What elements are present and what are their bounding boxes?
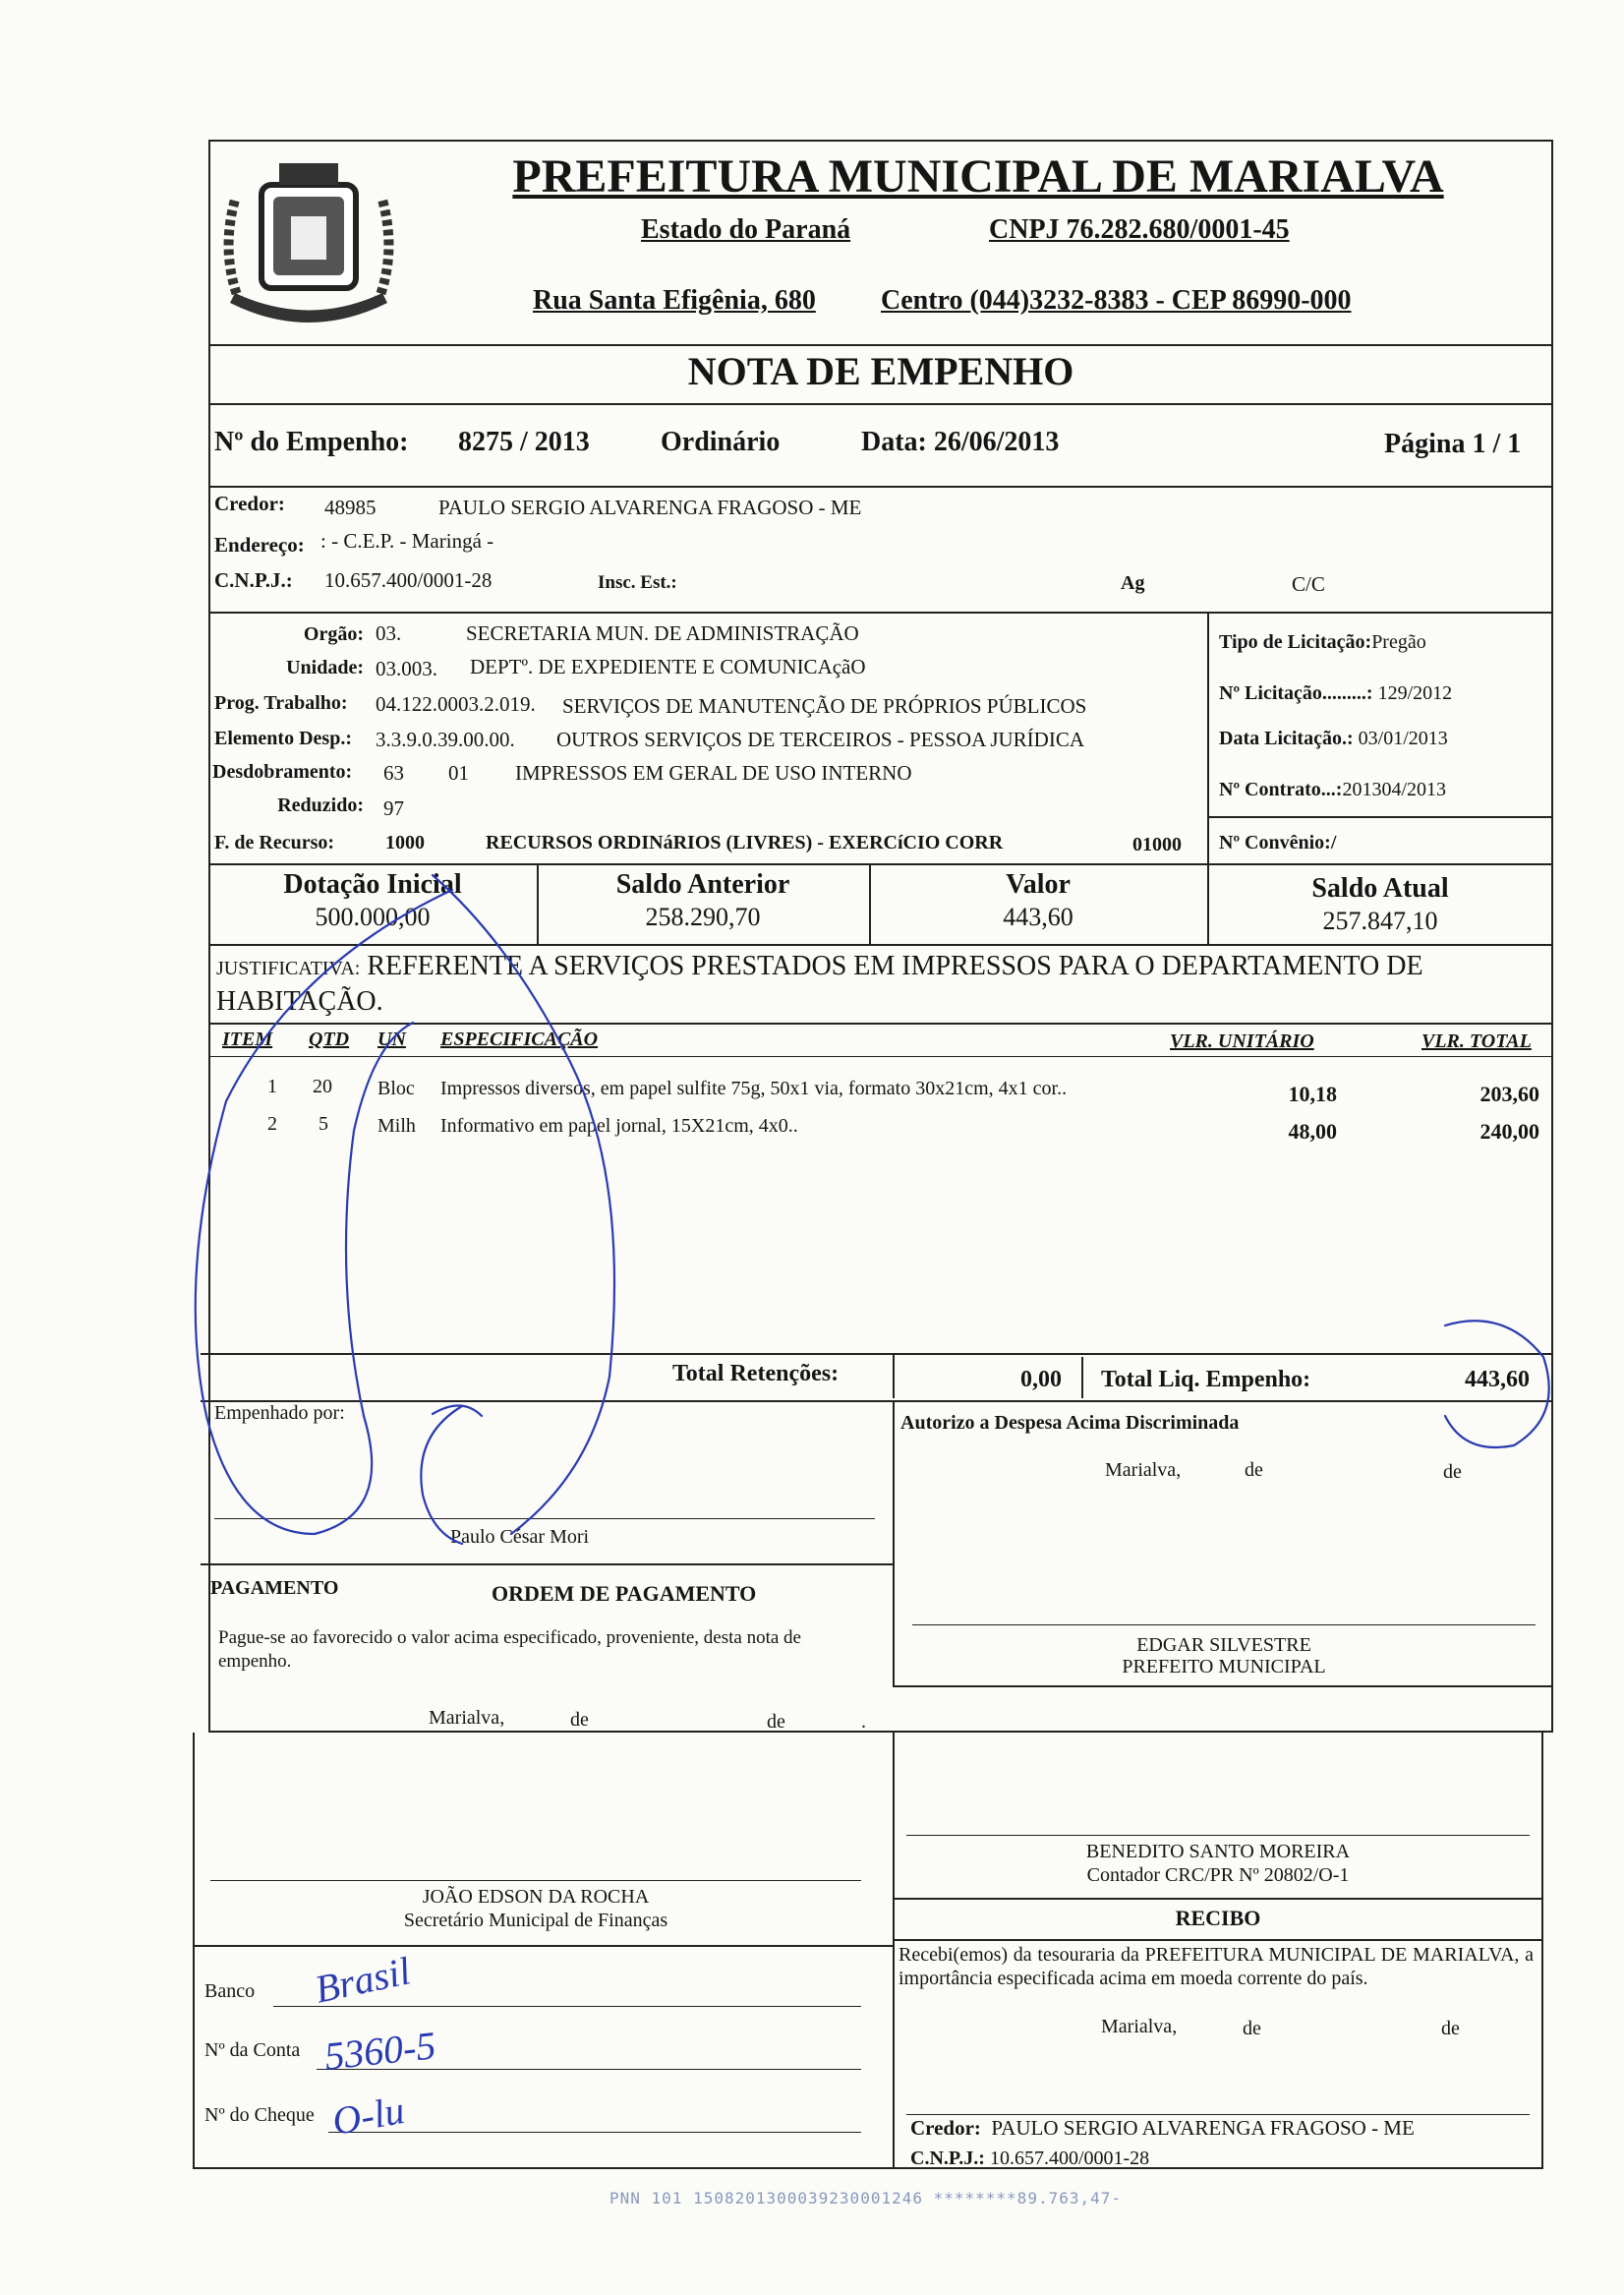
divider bbox=[208, 403, 1553, 405]
banco-line bbox=[273, 2006, 861, 2007]
divider bbox=[208, 612, 1553, 614]
orgao-code: 03. bbox=[376, 621, 402, 645]
row-1-total: 203,60 bbox=[1479, 1082, 1539, 1106]
cheque-handwriting: O-lu bbox=[328, 2087, 408, 2145]
justificativa-line-1: REFERENTE A SERVIÇOS PRESTADOS EM IMPRESSOS PARA O DEPARTAMENTO DE bbox=[367, 951, 1423, 981]
row-2-un: Milh bbox=[377, 1115, 416, 1137]
signature-line bbox=[210, 1880, 861, 1881]
prog-label: Prog. Trabalho: bbox=[214, 692, 348, 714]
recibo-title: RECIBO bbox=[1175, 1906, 1261, 1930]
contador-name: BENEDITO SANTO MOREIRA bbox=[1085, 1841, 1351, 1862]
num-licitacao: Nº Licitação.........: 129/2012 bbox=[1219, 682, 1453, 704]
justificativa-line-2: HABITAÇÃO. bbox=[216, 986, 383, 1017]
ag-label: Ag bbox=[1121, 572, 1145, 594]
cheque-label: Nº do Cheque bbox=[204, 2104, 315, 2126]
divider bbox=[893, 1733, 895, 2169]
recurso-code-2: 01000 bbox=[1132, 834, 1182, 855]
secretario-role: Secretário Municipal de Finanças bbox=[403, 1910, 668, 1931]
col-qtd: QTD bbox=[309, 1029, 350, 1050]
credor-code: 48985 bbox=[324, 496, 377, 519]
divider bbox=[1207, 612, 1209, 865]
dotacao-label: Dotação Inicial bbox=[283, 869, 462, 900]
row-1-qtd: 20 bbox=[313, 1076, 332, 1097]
recibo-cnpj: C.N.P.J.: 10.657.400/0001-28 bbox=[910, 2148, 1150, 2169]
footer-code: PNN 101 1508201300039230001246 ********89.763,47- bbox=[609, 2189, 1123, 2207]
signature-line bbox=[214, 1518, 875, 1519]
divider bbox=[208, 344, 1553, 346]
credor-cnpj-label: C.N.P.J.: bbox=[214, 568, 293, 592]
recibo-credor: Credor: PAULO SERGIO ALVARENGA FRAGOSO - ME bbox=[910, 2116, 1415, 2140]
credor-cnpj-value: 10.657.400/0001-28 bbox=[324, 568, 493, 592]
conta-handwriting: 5360-5 bbox=[321, 2023, 438, 2079]
banco-label: Banco bbox=[204, 1980, 256, 2002]
conta-label: Nº da Conta bbox=[204, 2039, 301, 2061]
divider bbox=[893, 1939, 1543, 1941]
prog-code: 04.122.0003.2.019. bbox=[376, 692, 536, 716]
divider bbox=[208, 944, 1553, 946]
pagamento-text: Pague-se ao favorecido o valor acima especificado, proveniente, desta nota de empenho. bbox=[218, 1627, 801, 1672]
credor-label: Credor: bbox=[214, 492, 285, 515]
recibo-text: Recebi(emos) da tesouraria da PREFEITURA MUNICIPAL DE MARIALVA, a importância especificada acima em moeda corrente do país. bbox=[899, 1944, 1534, 1989]
divider bbox=[893, 1353, 895, 1398]
municipality-title: PREFEITURA MUNICIPAL DE MARIALVA bbox=[512, 150, 1444, 203]
empenho-number: 8275 / 2013 bbox=[458, 427, 590, 457]
recibo-de-1: de bbox=[1243, 2018, 1261, 2039]
divider bbox=[893, 1685, 1553, 1687]
signature-line bbox=[912, 1624, 1536, 1625]
recibo-place: Marialva, bbox=[1101, 2016, 1178, 2037]
prefeito-role: PREFEITO MUNICIPAL bbox=[1122, 1656, 1326, 1677]
contador-role: Contador CRC/PR Nº 20802/O-1 bbox=[1086, 1864, 1350, 1886]
saldo-atual-label: Saldo Atual bbox=[1311, 873, 1449, 904]
valor-label: Valor bbox=[1006, 869, 1071, 900]
banco-handwriting: Brasil bbox=[311, 1948, 415, 2012]
recurso-desc: RECURSOS ORDINáRIOS (LIVRES) - EXERCíCIO CORR bbox=[486, 832, 1004, 853]
row-1-item: 1 bbox=[267, 1076, 277, 1097]
doc-title: NOTA DE EMPENHO bbox=[687, 349, 1074, 393]
elemento-desc: OUTROS SERVIÇOS DE TERCEIROS - PESSOA JURÍDICA bbox=[556, 728, 1085, 751]
divider bbox=[1081, 1357, 1083, 1398]
prefeito-name: EDGAR SILVESTRE bbox=[1136, 1634, 1311, 1656]
valor-value: 443,60 bbox=[1003, 903, 1073, 931]
empenho-date: Data: 26/06/2013 bbox=[861, 427, 1060, 457]
elemento-label: Elemento Desp.: bbox=[214, 728, 352, 749]
cnpj-label: CNPJ 76.282.680/0001-45 bbox=[989, 214, 1290, 245]
state-label: Estado do Paraná bbox=[641, 214, 851, 245]
unidade-code: 03.003. bbox=[376, 657, 437, 680]
total-liq-value: 443,60 bbox=[1465, 1367, 1530, 1392]
pagamento-place: Marialva, bbox=[429, 1707, 505, 1729]
recurso-code: 1000 bbox=[385, 832, 425, 853]
col-especificacao: ESPECIFICAÇÃO bbox=[440, 1029, 599, 1050]
autorizo-de-1: de bbox=[1245, 1459, 1263, 1481]
row-1-unit: 10,18 bbox=[1288, 1082, 1337, 1106]
recibo-de-2: de bbox=[1441, 2018, 1460, 2039]
signature-line bbox=[906, 2114, 1530, 2115]
divider bbox=[201, 1353, 1553, 1355]
justificativa bbox=[216, 950, 1543, 1019]
prog-desc: SERVIÇOS DE MANUTENÇÃO DE PRÓPRIOS PÚBLICOS bbox=[562, 694, 1087, 718]
recurso-label: F. de Recurso: bbox=[214, 832, 335, 853]
pagamento-de-2: de bbox=[767, 1711, 785, 1733]
autorizo-title: Autorizo a Despesa Acima Discriminada bbox=[900, 1412, 1240, 1434]
empenho-label: Nº do Empenho: bbox=[214, 427, 409, 457]
address-label: Rua Santa Efigênia, 680 bbox=[533, 285, 816, 316]
col-item: ITEM bbox=[222, 1029, 273, 1050]
pagamento-dot: . bbox=[861, 1711, 866, 1733]
pagamento-de-1: de bbox=[570, 1709, 589, 1731]
row-2-item: 2 bbox=[267, 1113, 277, 1135]
tipo-licitacao: Tipo de Licitação:Pregão bbox=[1219, 631, 1426, 653]
insc-est-label: Insc. Est.: bbox=[598, 572, 677, 593]
col-vlr-unitario: VLR. UNITÁRIO bbox=[1170, 1030, 1314, 1052]
autorizo-place: Marialva, bbox=[1105, 1459, 1182, 1481]
reduzido-value: 97 bbox=[383, 796, 404, 820]
dotacao-value: 500.000,00 bbox=[315, 903, 431, 931]
divider bbox=[201, 1400, 1553, 1402]
data-licitacao: Data Licitação.: 03/01/2013 bbox=[1219, 728, 1448, 749]
orgao-desc: SECRETARIA MUN. DE ADMINISTRAÇÃO bbox=[466, 621, 859, 645]
page-number: Página 1 / 1 bbox=[1384, 429, 1522, 459]
retencoes-value: 0,00 bbox=[1020, 1367, 1062, 1392]
endereco-label: Endereço: bbox=[214, 533, 305, 557]
elemento-code: 3.3.9.0.39.00.00. bbox=[376, 728, 515, 751]
municipal-seal bbox=[210, 146, 407, 338]
desdobramento-label: Desdobramento: bbox=[212, 761, 353, 783]
cc-label: C/C bbox=[1292, 572, 1325, 596]
divider bbox=[208, 1056, 1553, 1057]
cheque-line bbox=[328, 2132, 861, 2133]
desdobramento-code-2: 01 bbox=[448, 761, 469, 785]
pagamento-label: PAGAMENTO bbox=[210, 1577, 339, 1599]
contact-label: Centro (044)3232-8383 - CEP 86990-000 bbox=[881, 285, 1352, 316]
saldo-atual-value: 257.847,10 bbox=[1322, 907, 1438, 935]
divider bbox=[1207, 816, 1553, 818]
empenhado-label: Empenhado por: bbox=[214, 1402, 345, 1424]
justificativa-label: JUSTIFICATIVA: bbox=[216, 958, 361, 979]
empenho-type: Ordinário bbox=[661, 427, 781, 457]
row-2-total: 240,00 bbox=[1479, 1119, 1539, 1144]
row-1-un: Bloc bbox=[377, 1078, 415, 1099]
desdobramento-desc: IMPRESSOS EM GERAL DE USO INTERNO bbox=[515, 761, 912, 785]
orgao-label: Orgão: bbox=[303, 623, 364, 645]
divider bbox=[208, 486, 1553, 488]
divider bbox=[893, 1898, 1543, 1900]
row-1-esp: Impressos diversos, em papel sulfite 75g, 50x1 via, formato 30x21cm, 4x1 cor.. bbox=[440, 1078, 1068, 1099]
ordem-pagamento-label: ORDEM DE PAGAMENTO bbox=[492, 1581, 757, 1606]
num-contrato: Nº Contrato...:201304/2013 bbox=[1219, 779, 1447, 800]
row-2-qtd: 5 bbox=[319, 1113, 328, 1135]
reduzido-label: Reduzido: bbox=[277, 794, 364, 816]
desdobramento-code-1: 63 bbox=[383, 761, 404, 785]
divider bbox=[208, 1023, 1553, 1025]
divider bbox=[893, 1400, 895, 1685]
endereco-value: : - C.E.P. - Maringá - bbox=[320, 529, 494, 553]
secretario-name: JOÃO EDSON DA ROCHA bbox=[422, 1886, 650, 1908]
unidade-desc: DEPTº. DE EXPEDIENTE E COMUNICAçãO bbox=[470, 655, 866, 678]
num-convenio: Nº Convênio:/ bbox=[1219, 832, 1337, 853]
total-liq-label: Total Liq. Empenho: bbox=[1101, 1367, 1311, 1392]
saldo-anterior-value: 258.290,70 bbox=[645, 903, 761, 931]
divider bbox=[201, 1563, 893, 1565]
divider bbox=[208, 863, 1553, 865]
row-2-esp: Informativo em papel jornal, 15X21cm, 4x0.. bbox=[440, 1115, 798, 1137]
col-un: UN bbox=[377, 1029, 406, 1050]
retencoes-label: Total Retenções: bbox=[672, 1361, 840, 1386]
empenhado-name: Paulo César Mori bbox=[450, 1526, 590, 1548]
autorizo-de-2: de bbox=[1443, 1461, 1462, 1483]
row-2-unit: 48,00 bbox=[1288, 1119, 1337, 1144]
divider bbox=[193, 1945, 893, 1947]
col-vlr-total: VLR. TOTAL bbox=[1421, 1030, 1532, 1052]
unidade-label: Unidade: bbox=[286, 657, 364, 678]
saldo-anterior-label: Saldo Anterior bbox=[615, 869, 790, 900]
credor-name: PAULO SERGIO ALVARENGA FRAGOSO - ME bbox=[438, 496, 862, 519]
